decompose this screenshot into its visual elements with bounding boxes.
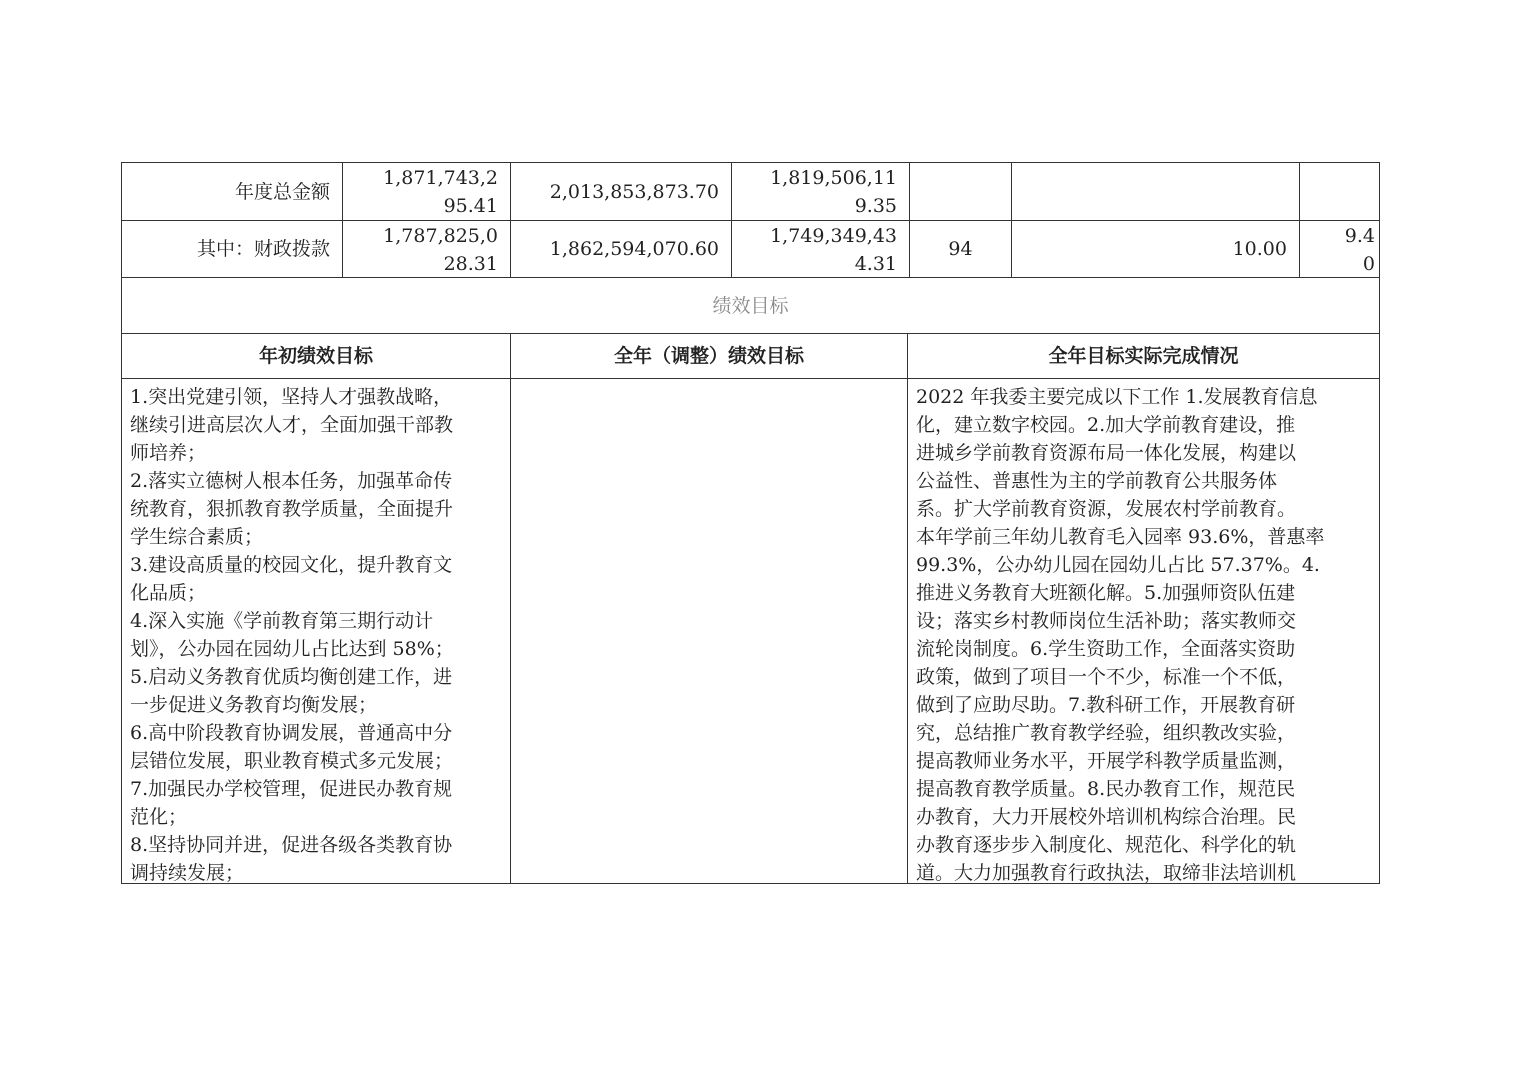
completion-line: 公益性、普惠性为主的学前教育公共服务体 [916,470,1278,492]
initial-goal-line: 师培养； [130,442,207,464]
actual-completion-text [908,379,1379,883]
cell-fiscal-weight: 10.00 [1012,221,1300,278]
row-label-total [122,163,343,221]
completion-line: 进城乡学前教育资源布局一体化发展，构建以 [916,442,1297,464]
cell-fiscal-budget: 1,787,825,0 28.31 [343,221,511,278]
initial-goal-line: 层错位发展，职业教育模式多元发展； [130,750,454,772]
completion-line: 做到了应助尽助。7.教科研工作，开展教育研 [916,694,1296,716]
header-initial-goals: 年初绩效目标 [122,334,511,379]
cell-total-adjusted [511,163,732,221]
completion-line: 系。扩大学前教育资源，发展农村学前教育。 [916,498,1297,520]
cell-fiscal-adjusted [511,221,732,278]
cell-total-rate [910,163,1012,221]
initial-goal-line: 化品质； [130,582,207,604]
adjusted-goals-text [511,379,908,883]
completion-line: 提高教师业务水平，开展学科教学质量监测， [916,750,1297,772]
section-title: 绩效目标 [122,278,1379,334]
cell-text: 2,013,853,873.70 [549,180,719,203]
initial-goals-text [122,379,511,883]
initial-goal-line: 统教育，狠抓教育教学质量，全面提升 [130,498,454,520]
cell-total-weight [1012,163,1300,221]
cell-fiscal-actual: 1,749,349,43 4.31 [732,221,910,278]
completion-line: 本年学前三年幼儿教育毛入园率 93.6%，普惠率 [916,526,1325,548]
initial-goal-line: 4.深入实施《学前教育第三期行动计 [130,610,434,632]
cell-fiscal-score: 9.4 0 [1300,221,1379,278]
initial-goal-line: 5.启动义务教育优质均衡创建工作，进 [130,666,453,688]
initial-goal-line: 7.加强民办学校管理，促进民办教育规 [130,778,453,800]
initial-goal-line: 范化； [130,806,188,828]
completion-line: 化，建立数字校园。2.加大学前教育建设，推 [916,414,1296,436]
completion-line: 2022 年我委主要完成以下工作 1.发展教育信息 [916,386,1318,408]
completion-line: 推进义务教育大班额化解。5.加强师资队伍建 [916,582,1296,604]
initial-goal-line: 8.坚持协同并进，促进各级各类教育协 [130,834,453,856]
completion-line: 道。大力加强教育行政执法，取缔非法培训机 [916,862,1297,883]
completion-line: 设；落实乡村教师岗位生活补助；落实教师交 [916,610,1297,632]
completion-line: 提高教育教学质量。8.民办教育工作，规范民 [916,778,1296,800]
initial-goal-line: 1.突出党建引领，坚持人才强教战略， [130,386,453,408]
performance-table [121,162,1380,884]
cell-text: 1,862,594,070.60 [549,238,719,260]
header-adjusted-goals: 全年（调整）绩效目标 [511,334,908,379]
completion-line: 政策，做到了项目一个不少，标准一个不低， [916,666,1297,688]
initial-goal-line: 2.落实立德树人根本任务，加强革命传 [130,470,453,492]
header-actual-completion: 全年目标实际完成情况 [908,334,1379,379]
initial-goal-line: 继续引进高层次人才，全面加强干部教 [130,414,454,436]
cell-text: 年度总金额 [234,180,330,203]
cell-total-budget: 1,871,743,2 95.41 [343,163,511,221]
completion-line: 究，总结推广教育教学经验，组织教改实验， [916,722,1297,744]
initial-goal-line: 划》，公办园在园幼儿占比达到 58%； [130,638,454,660]
initial-goal-line: 6.高中阶段教育协调发展，普通高中分 [130,722,453,744]
completion-line: 流轮岗制度。6.学生资助工作，全面落实资助 [916,638,1296,660]
row-label-fiscal [122,221,343,278]
completion-line: 办教育，大力开展校外培训机构综合治理。民 [916,806,1297,828]
completion-line: 办教育逐步步入制度化、规范化、科学化的轨 [916,834,1297,856]
initial-goal-line: 3.建设高质量的校园文化，提升教育文 [130,554,453,576]
cell-text: 其中：财政拨款 [196,238,330,260]
cell-total-score [1300,163,1379,221]
cell-fiscal-rate: 94 [910,221,1012,278]
cell-total-actual: 1,819,506,11 9.35 [732,163,910,221]
initial-goal-line: 一步促进义务教育均衡发展； [130,694,378,716]
initial-goal-line: 调持续发展； [130,862,245,884]
initial-goal-line: 学生综合素质； [130,526,264,548]
completion-line: 99.3%，公办幼儿园在园幼儿占比 57.37%。4. [916,554,1320,576]
